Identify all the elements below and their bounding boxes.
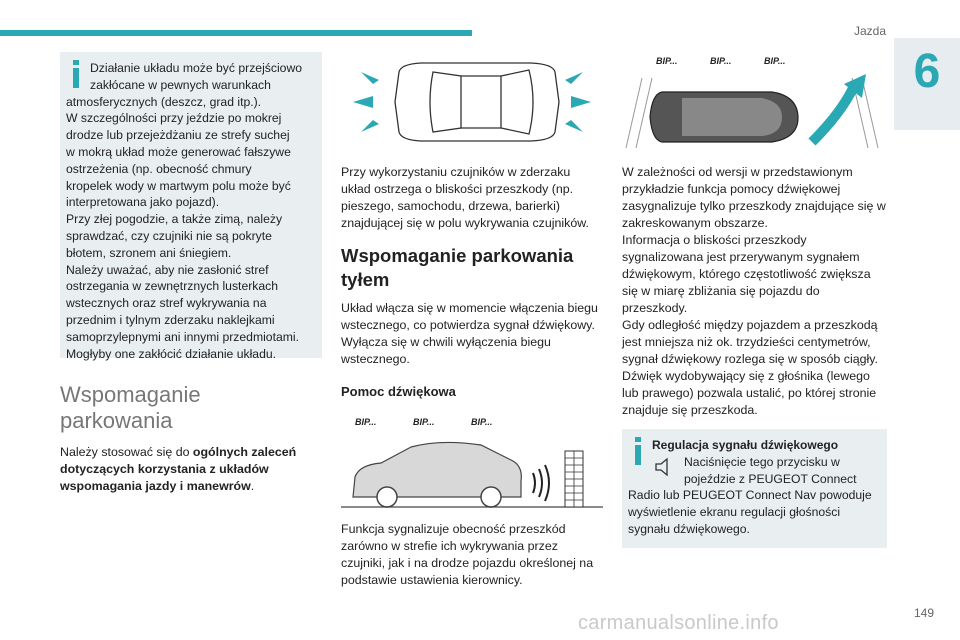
note-line: kropelek wody w martwym polu może być (66, 178, 291, 193)
intro-text: Należy stosować się do (60, 445, 193, 459)
para-sensors: Przy wykorzystaniu czujników w zderzaku układ ostrzega o bliskości przeszkody (np. pieszego, samochodu, drzewa, barierki) znajdującej się w polu wykrywania czujników. (341, 165, 589, 230)
header-accent-bar (0, 30, 472, 36)
note-line: atmosferycznych (deszcz, grad itp.). (66, 94, 262, 109)
chapter-title: Jazda (853, 24, 886, 38)
bip-label: BIP... (413, 417, 435, 427)
info-note-text (66, 60, 314, 362)
note-line: interpretowana jako pojazd). (66, 195, 220, 210)
note-line: drodze lub przejeżdżaniu ze strefy suchej (66, 128, 290, 143)
note-line: W szczególności przy jeździe po mokrej (66, 111, 282, 126)
info-note (60, 52, 322, 361)
info-icon (630, 437, 646, 465)
para-frequency: Informacja o bliskości przeszkody sygnalizowana jest przerywanym sygnałem dźwiękowym, którego częstotliwość zwiększa się w miarę zbliżania się pojazdu do przeszkody. (622, 233, 871, 315)
bip-label: BIP... (764, 56, 786, 66)
chapter-tab (894, 38, 960, 130)
volume-note-text2: Radio lub PEUGEOT Connect Nav powoduje wyświetlenie ekranu regulacji głośności sygnału dźwiękowego. (628, 488, 872, 536)
info-icon (68, 60, 84, 88)
intro-bold-text: ogólnych zaleceń dotyczących korzystania z układów wspomagania jazdy i manewrów (60, 445, 297, 493)
detection-zone-illustration (622, 52, 887, 152)
section-title-line1: Wspomaganie (60, 382, 201, 407)
note-line: w mokrą układ może generować fałszywe (66, 144, 291, 159)
chapter-number: 6 (913, 45, 941, 98)
reversing-car-illustration (341, 411, 603, 511)
note-line: Mogłyby one zakłócić działanie układu. (66, 346, 277, 361)
note-line: wstecznych oraz stref wykrywania na (66, 296, 267, 311)
column-2 (341, 52, 603, 589)
para-activation: Układ włącza się w momencie włączenia biegu wstecznego, co potwierdza sygnał dźwiękowy. Wyłącza się w chwili wyłączenia biegu wstecznego. (341, 301, 598, 366)
note-line: Przy złej pogodzie, a także zimą, należy (66, 212, 283, 227)
volume-note (622, 429, 887, 548)
bip-label: BIP... (656, 56, 678, 66)
sensor-car-illustration (341, 52, 603, 152)
note-line: zakłócane w pewnych warunkach (90, 77, 271, 92)
bip-label: BIP... (355, 417, 377, 427)
note-line: ostrzegania w zewnętrznych lusterkach (66, 279, 279, 294)
heading-line2: tyłem (341, 269, 390, 290)
heading-rear-parking (341, 244, 603, 292)
watermark: carmanualsonline.info (578, 612, 779, 634)
note-line: przednim i tylnym zderzaku naklejkami (66, 312, 275, 327)
note-line: Należy uważać, aby nie zasłonić stref (66, 262, 269, 277)
volume-note-title: Regulacja sygnału dźwiękowego (652, 438, 839, 452)
note-line: błotem, szronem ani śniegiem. (66, 245, 232, 260)
para-function: Funkcja sygnalizuje obecność przeszkód zarówno w strefie ich wykrywania przez czujniki, jak i na drodze pojazdu określonej na podstawie ustawienia kierownicy. (341, 522, 594, 587)
volume-note-text1: Naciśnięcie tego przycisku w pojeździe z PEUGEOT Connect (684, 454, 857, 486)
note-line: Działanie układu może być przejściowo (90, 61, 303, 75)
page-number: 149 (913, 606, 934, 620)
heading-line1: Wspomaganie parkowania (341, 245, 574, 266)
bip-label: BIP... (471, 417, 493, 427)
note-line: samoprzylepnymi ani innymi przedmiotami. (66, 329, 299, 344)
column-1 (60, 52, 322, 495)
note-line: sprawdzać, czy czujniki nie są pokryte (66, 228, 272, 243)
para-continuous: Gdy odległość między pojazdem a przeszkodą jest mniejsza niż ok. trzydzieści centymetrów, sygnał dźwiękowy rozlega się w sposób ciągły. (622, 318, 878, 366)
intro-paragraph (60, 444, 322, 495)
column-3 (622, 52, 887, 548)
note-line: ostrzeżenia (np. obecność chmury (66, 161, 252, 176)
speaker-icon (652, 456, 678, 478)
subheading-audio: Pomoc dźwiękowa (341, 384, 456, 399)
bip-label: BIP... (710, 56, 732, 66)
para-speaker: Dźwięk wydobywający się z głośnika (lewego lub prawego) pozwala ustalić, po której stronie znajduje się przeszkoda. (622, 369, 877, 417)
intro-end: . (250, 479, 255, 493)
section-title (60, 382, 322, 434)
section-title-line2: parkowania (60, 408, 173, 433)
para-version: W zależności od wersji w przedstawionym przykładzie funkcja pomocy dźwiękowej zasygnalizuje tylko przeszkody znajdujące się w zakreskowanym obszarze. (622, 165, 886, 230)
